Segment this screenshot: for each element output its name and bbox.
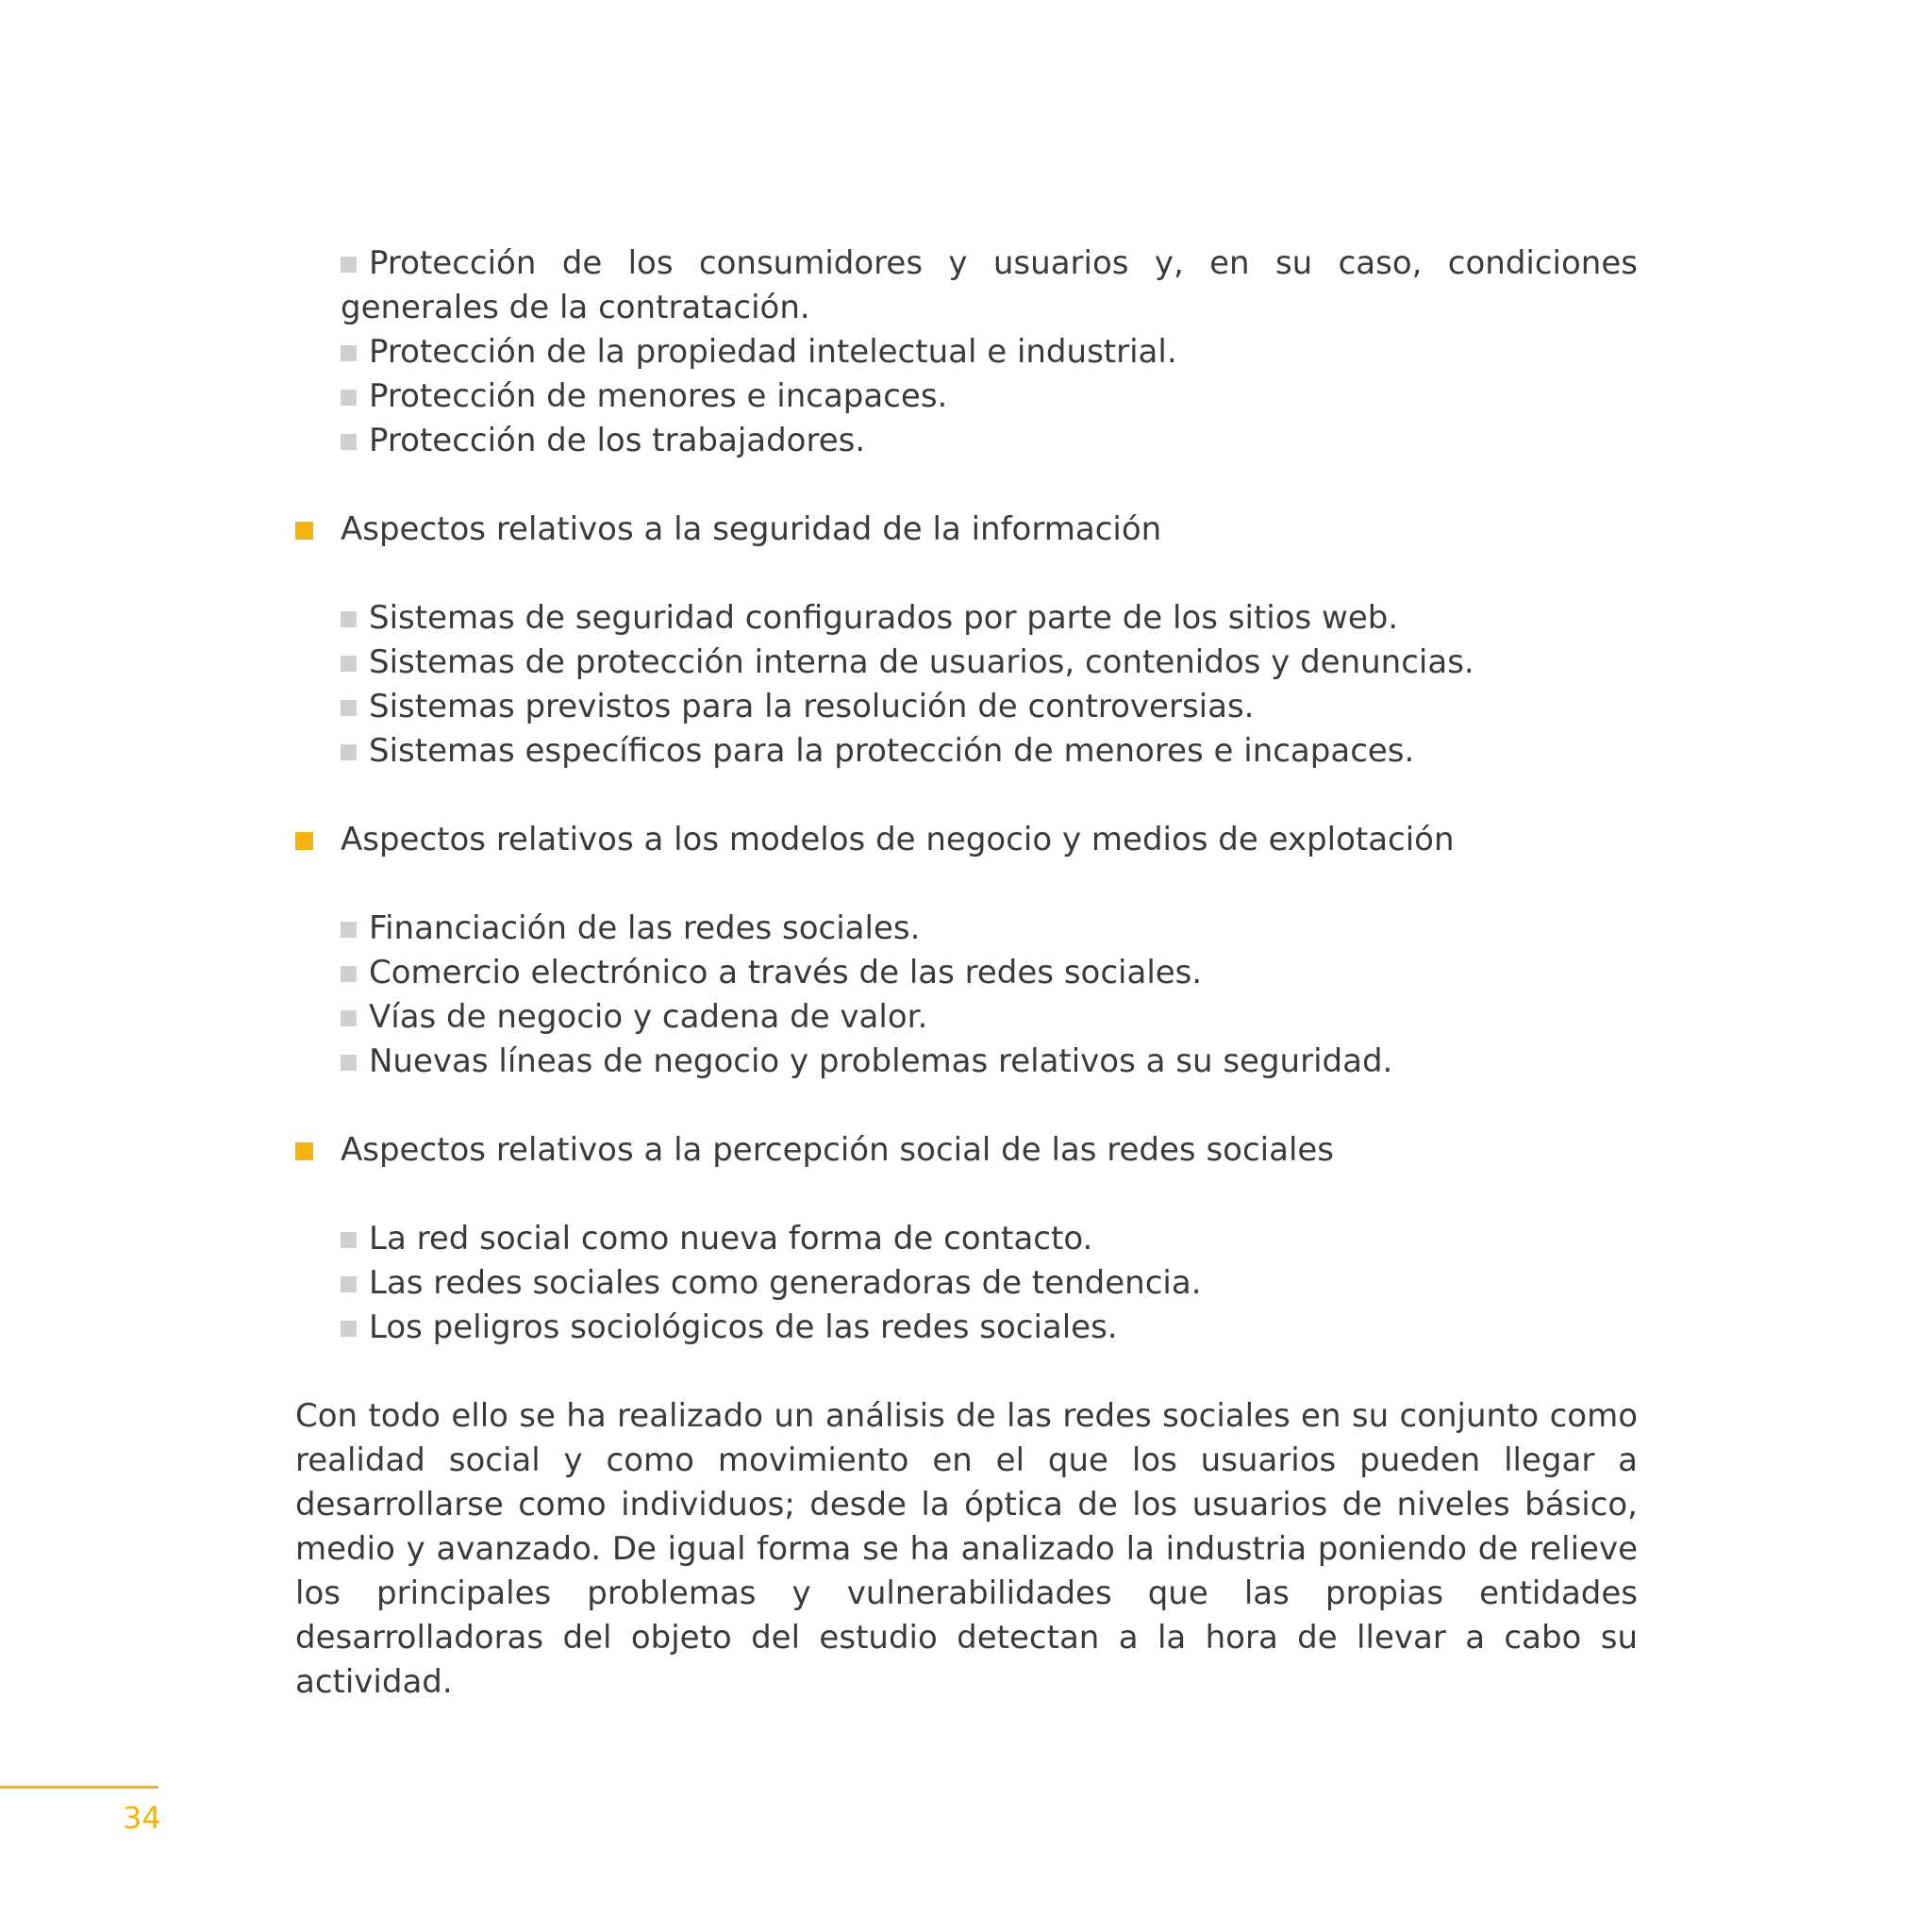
section-heading-text: Aspectos relativos a la seguridad de la información bbox=[341, 510, 1162, 548]
square-bullet-icon bbox=[341, 922, 357, 938]
square-bullet-icon bbox=[341, 1010, 357, 1026]
square-bullet-icon bbox=[341, 1321, 357, 1337]
list-item-text: Sistemas específicos para la protección de menores e incapaces. bbox=[369, 732, 1415, 770]
list-item-text: Las redes sociales como generadoras de tendencia. bbox=[369, 1264, 1202, 1302]
square-bullet-icon bbox=[295, 1142, 313, 1160]
list-item-text: Vías de negocio y cadena de valor. bbox=[369, 998, 928, 1036]
list-item bbox=[341, 907, 1638, 951]
square-bullet-icon bbox=[341, 345, 357, 361]
square-bullet-icon bbox=[295, 522, 313, 540]
list-item bbox=[341, 729, 1638, 774]
section-heading-text: Aspectos relativos a la percepción social de las redes sociales bbox=[341, 1131, 1335, 1169]
list-item bbox=[341, 596, 1638, 641]
footer-rule bbox=[0, 1786, 158, 1789]
list-item bbox=[341, 419, 1638, 463]
square-bullet-icon bbox=[341, 611, 357, 627]
square-bullet-icon bbox=[341, 966, 357, 982]
list-item-text: Sistemas de protección interna de usuarios, contenidos y denuncias. bbox=[369, 643, 1474, 681]
spacer bbox=[295, 552, 1638, 596]
intro-sub-list bbox=[295, 242, 1638, 463]
square-bullet-icon bbox=[341, 390, 357, 406]
square-bullet-icon bbox=[341, 1232, 357, 1248]
list-item-text: Comercio electrónico a través de las redes sociales. bbox=[369, 954, 1203, 991]
list-item-text: La red social como nueva forma de contacto. bbox=[369, 1220, 1093, 1257]
square-bullet-icon bbox=[341, 434, 357, 450]
list-item bbox=[341, 951, 1638, 995]
closing-paragraph: Con todo ello se ha realizado un análisis de las redes sociales en su conjunto como realidad social y como movimiento en el que los usuarios pueden llegar a desarrollarse como individuos; desde la óptica de los usuarios de niveles básico, medio y avanzado. De igual forma se ha analizado la industria poniendo de relieve los principales problemas y vulnerabilidades que las propias entidades desarrolladoras del objeto del estudio detectan a la hora de llevar a cabo su actividad. bbox=[295, 1397, 1638, 1701]
square-bullet-icon bbox=[341, 700, 357, 716]
list-item bbox=[341, 1261, 1638, 1306]
list-item-text: Protección de los consumidores y usuarios y, en su caso, condiciones generales de la contratación. bbox=[341, 244, 1638, 326]
list-item bbox=[341, 1306, 1638, 1350]
section-heading-business bbox=[295, 818, 1638, 862]
list-item bbox=[341, 685, 1638, 729]
section-heading-text: Aspectos relativos a los modelos de negocio y medios de explotación bbox=[341, 821, 1455, 858]
list-item-text: Protección de los trabajadores. bbox=[369, 422, 866, 459]
square-bullet-icon bbox=[295, 832, 313, 850]
square-bullet-icon bbox=[341, 257, 357, 273]
business-sub-list bbox=[295, 907, 1638, 1084]
section-heading-security bbox=[295, 508, 1638, 552]
spacer bbox=[295, 774, 1638, 818]
social-perception-sub-list bbox=[295, 1217, 1638, 1350]
list-item-text: Sistemas de seguridad configurados por parte de los sitios web. bbox=[369, 599, 1399, 637]
list-item-text: Sistemas previstos para la resolución de controversias. bbox=[369, 688, 1255, 725]
page-content bbox=[295, 242, 1638, 1705]
list-item-text: Nuevas líneas de negocio y problemas relativos a su seguridad. bbox=[369, 1042, 1393, 1080]
page-number: 34 bbox=[123, 1800, 161, 1836]
list-item-text: Financiación de las redes sociales. bbox=[369, 909, 921, 947]
list-item-text: Los peligros sociológicos de las redes sociales. bbox=[369, 1308, 1118, 1346]
list-item bbox=[341, 1217, 1638, 1261]
list-item bbox=[341, 330, 1638, 375]
list-item bbox=[341, 242, 1638, 330]
list-item bbox=[341, 641, 1638, 685]
square-bullet-icon bbox=[341, 744, 357, 760]
spacer bbox=[295, 463, 1638, 508]
list-item bbox=[341, 995, 1638, 1040]
list-item-text: Protección de la propiedad intelectual e industrial. bbox=[369, 333, 1177, 371]
list-item-text: Protección de menores e incapaces. bbox=[369, 377, 948, 415]
spacer bbox=[295, 1084, 1638, 1128]
list-item bbox=[341, 1040, 1638, 1084]
square-bullet-icon bbox=[341, 1276, 357, 1292]
section-heading-social-perception bbox=[295, 1128, 1638, 1173]
spacer bbox=[295, 1173, 1638, 1217]
spacer bbox=[295, 862, 1638, 907]
square-bullet-icon bbox=[341, 656, 357, 672]
security-sub-list bbox=[295, 596, 1638, 774]
square-bullet-icon bbox=[341, 1055, 357, 1071]
list-item bbox=[341, 375, 1638, 419]
spacer bbox=[295, 1350, 1638, 1394]
